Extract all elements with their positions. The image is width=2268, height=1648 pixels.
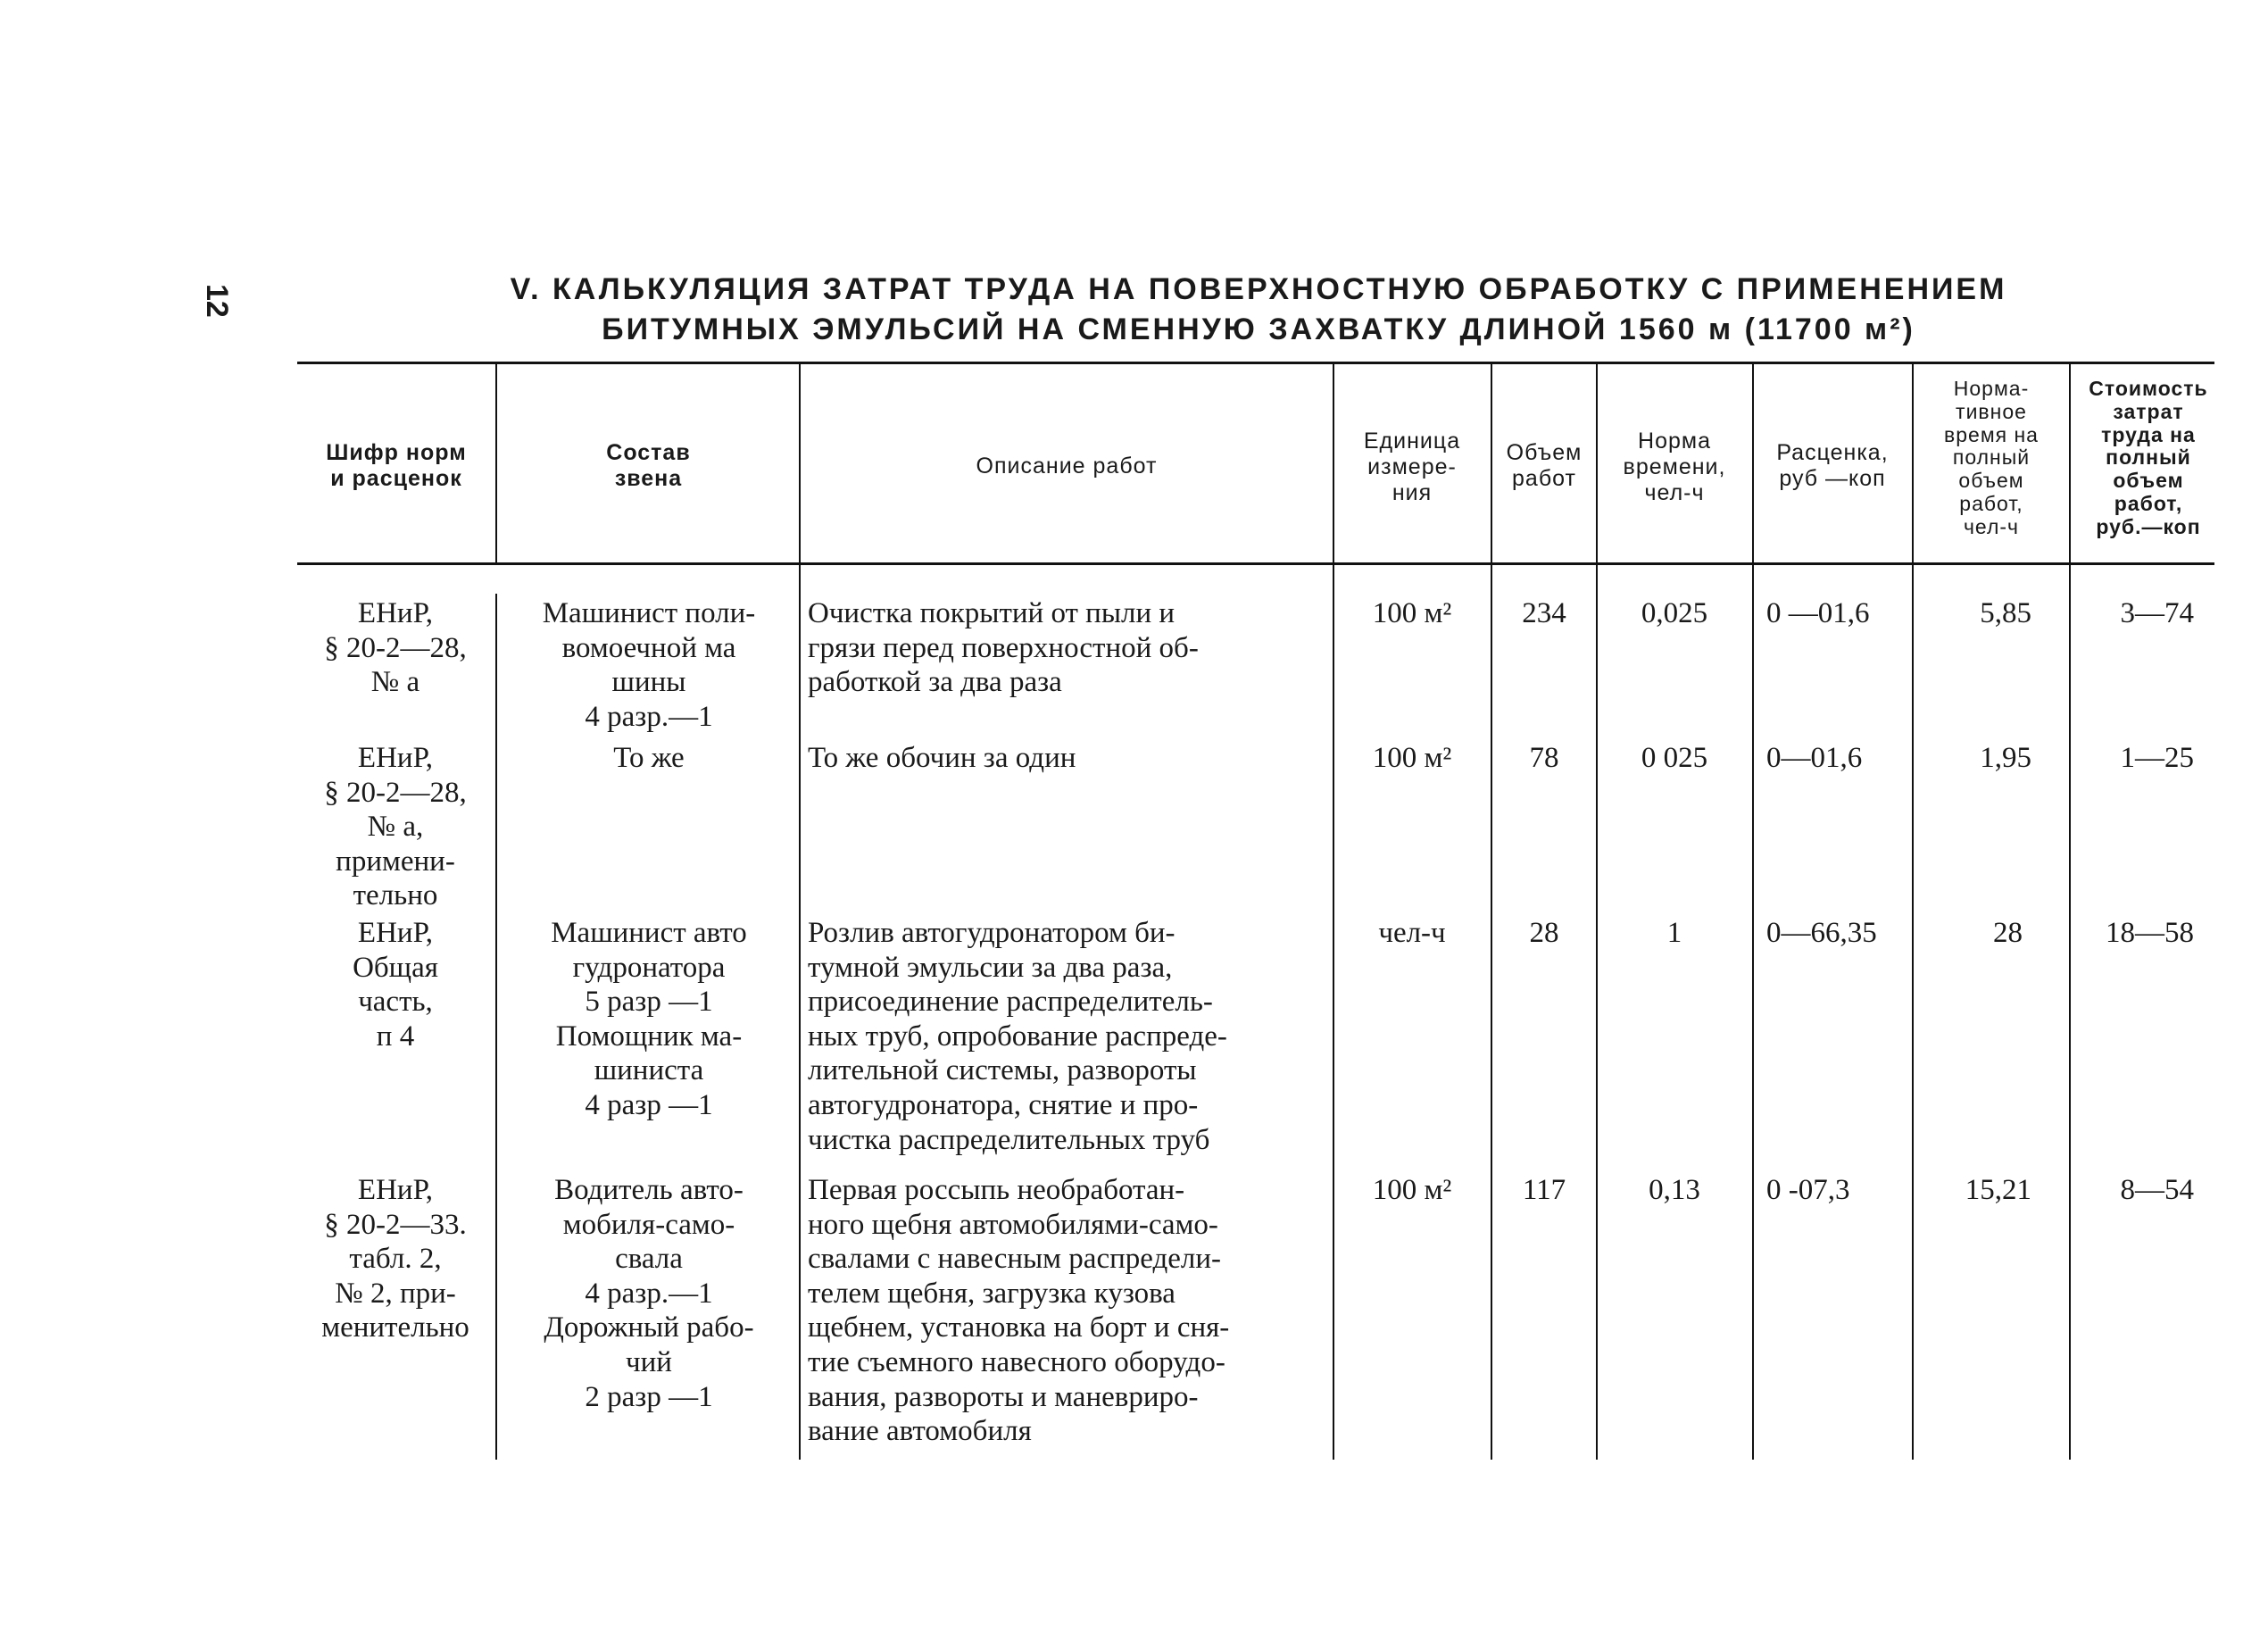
table-title-line-1: V. КАЛЬКУЛЯЦИЯ ЗАТРАТ ТРУДА НА ПОВЕРХНОСТНУЮ ОБРАБОТКУ С ПРИМЕНЕНИЕМ	[510, 272, 2007, 306]
row-2-time-norm: 0 025	[1641, 742, 1708, 774]
column-divider	[1491, 364, 1492, 1460]
column-divider	[1912, 364, 1914, 1460]
header-code: Шифр норм и расценок	[326, 440, 467, 491]
row-4-norm-time-total: 15,21	[1965, 1174, 2031, 1206]
row-4-volume: 117	[1522, 1174, 1566, 1206]
row-4-unit: 100 м²	[1372, 1174, 1452, 1206]
row-1-unit: 100 м²	[1372, 597, 1452, 629]
header-team: Состав звена	[606, 440, 691, 491]
row-3-volume: 28	[1529, 917, 1559, 949]
row-2-description: То же обочин за один	[808, 742, 1076, 774]
row-4-time-norm: 0,13	[1649, 1174, 1700, 1206]
row-1-time-norm: 0,025	[1641, 597, 1708, 629]
row-2-rate: 0—01,6	[1766, 742, 1863, 774]
row-2-cost-total: 1—25	[2120, 742, 2194, 774]
page-number: 12	[200, 284, 234, 318]
row-4-rate: 0 -07,3	[1766, 1174, 1850, 1206]
row-1-rate: 0 —01,6	[1766, 597, 1870, 629]
row-1-norm-time-total: 5,85	[1980, 597, 2031, 629]
column-divider	[1752, 364, 1754, 1460]
row-3-description: Розлив автогудронатором би- тумной эмульсии за два раза, присоединение распределитель- ных труб, опробование распреде- лительной системы, развороты автогудронатора, снятие и про- чистка распределительных труб	[808, 917, 1227, 1156]
column-divider	[1333, 364, 1334, 1460]
row-2-volume: 78	[1529, 742, 1559, 774]
row-1-description: Очистка покрытий от пыли и грязи перед поверхностной об- работкой за два раза	[808, 597, 1199, 699]
row-1-volume: 234	[1522, 597, 1566, 629]
header-cost-total: Стоимость затрат труда на полный объем работ, руб.—коп	[2089, 377, 2208, 538]
row-4-description: Первая россыпь необработан- ного щебня автомобилями-само- свалами с навесным распредели- телем щебня, загрузка кузова щебнем, установка на борт и сня- тие съемного навесного оборудо- вания, развороты и маневриро- вание автомобиля	[808, 1174, 1230, 1448]
row-1-cost-total: 3—74	[2120, 597, 2194, 629]
row-3-code: ЕНиР, Общая часть, п 4	[353, 917, 438, 1053]
column-divider	[495, 364, 497, 562]
row-1-team: Машинист поли- вомоечной ма шины 4 разр.—1	[542, 597, 756, 733]
header-bottom-rule	[297, 562, 2214, 565]
table-title-line-2: БИТУМНЫХ ЭМУЛЬСИЙ НА СМЕННУЮ ЗАХВАТКУ ДЛИНОЙ 1560 м (11700 м²)	[602, 312, 1915, 346]
header-unit: Единица измере- ния	[1363, 429, 1461, 505]
header-time-norm: Норма времени, чел-ч	[1623, 429, 1726, 505]
row-4-team: Водитель авто- мобиля-само- свала 4 разр.—1 Дорожный рабо- чий 2 разр —1	[544, 1174, 754, 1413]
row-3-norm-time-total: 28	[1993, 917, 2023, 949]
row-2-unit: 100 м²	[1372, 742, 1452, 774]
header-description: Описание работ	[976, 454, 1158, 479]
row-3-unit: чел-ч	[1378, 917, 1446, 949]
row-3-cost-total: 18—58	[2106, 917, 2194, 949]
row-1-code: ЕНиР, § 20-2—28, № а	[324, 597, 467, 699]
row-3-rate: 0—66,35	[1766, 917, 1877, 949]
row-2-code: ЕНиР, § 20-2—28, № а, примени- тельно	[324, 742, 467, 912]
row-4-code: ЕНиР, § 20-2—33. табл. 2, № 2, при- менительно	[321, 1174, 469, 1344]
row-2-team: То же	[613, 742, 685, 774]
column-divider	[799, 364, 801, 1460]
row-3-time-norm: 1	[1666, 917, 1682, 949]
column-divider	[2069, 364, 2071, 1460]
row-4-cost-total: 8—54	[2120, 1174, 2194, 1206]
row-3-team: Машинист авто гудронатора 5 разр —1 Помощник ма- шиниста 4 разр —1	[551, 917, 747, 1122]
column-divider	[1596, 364, 1598, 1460]
header-rate: Расценка, руб —коп	[1776, 440, 1889, 491]
header-volume: Объем работ	[1506, 440, 1583, 491]
header-norm-time-total: Норма- тивное время на полный объем работ, чел-ч	[1944, 377, 2039, 538]
column-divider	[495, 594, 497, 1460]
header-top-rule	[297, 362, 2214, 364]
row-2-norm-time-total: 1,95	[1980, 742, 2031, 774]
